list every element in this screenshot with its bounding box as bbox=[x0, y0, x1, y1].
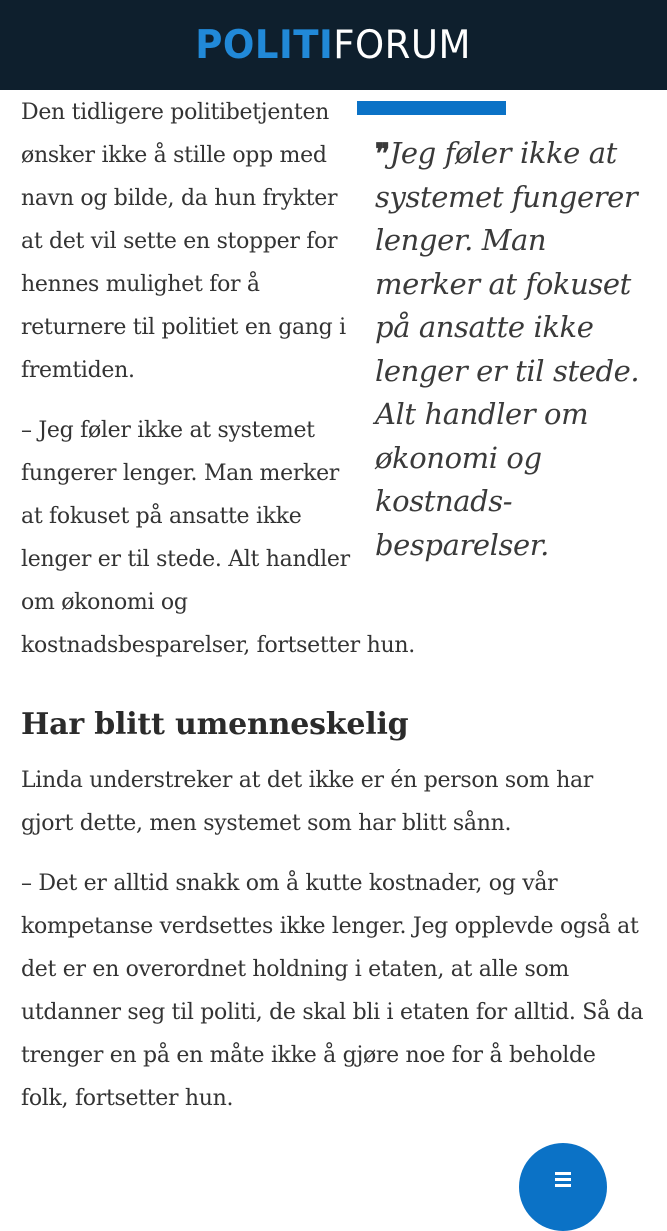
menu-button[interactable] bbox=[519, 1143, 607, 1231]
logo-forum: FORUM bbox=[333, 22, 472, 68]
pull-quote-text: Jeg føler ikke at systemet fungerer lenger. Man merker at fokuset på ansatte ikke lenger er til stede. Alt handler om økonomi og kostnadsbesparelser. bbox=[375, 136, 640, 562]
section-heading: Har blitt umenneskelig bbox=[21, 707, 409, 742]
article-body bbox=[21, 90, 645, 1137]
menu-icon bbox=[555, 1172, 571, 1190]
site-logo[interactable] bbox=[195, 22, 472, 68]
logo-politi: POLITI bbox=[195, 22, 334, 68]
paragraph-3: Linda understreker at det ikke er én person som har gjort dette, men systemet som har blitt sånn. bbox=[21, 768, 594, 836]
pull-quote-accent-bar bbox=[357, 101, 506, 115]
paragraph-2: – Jeg føler ikke at systemet fungerer lenger. Man merker at fokuset på ansatte ikke lenger er til stede. Alt handler om økonomi og kostnadsbesparelser, fortsetter hun. bbox=[21, 418, 415, 658]
site-header bbox=[0, 0, 667, 90]
pull-quote bbox=[375, 101, 645, 567]
paragraph-4: – Det er alltid snakk om å kutte kostnader, og vår kompetanse verdsettes ikke lenger. Jeg opplevde også at det er en overordnet holdning i etaten, at alle som utdanner seg til politi, de skal bli i etaten for alltid. Så da trenger en på en måte ikke å gjøre noe for å beholde folk, fortsetter hun. bbox=[21, 871, 644, 1111]
quote-icon: ❞ bbox=[375, 137, 390, 170]
paragraph-1: Den tidligere politibetjenten ønsker ikke å stille opp med navn og bilde, da hun frykter at det vil sette en stopper for hennes mulighet for å returnere til politiet en gang i fremtiden. bbox=[21, 100, 346, 383]
